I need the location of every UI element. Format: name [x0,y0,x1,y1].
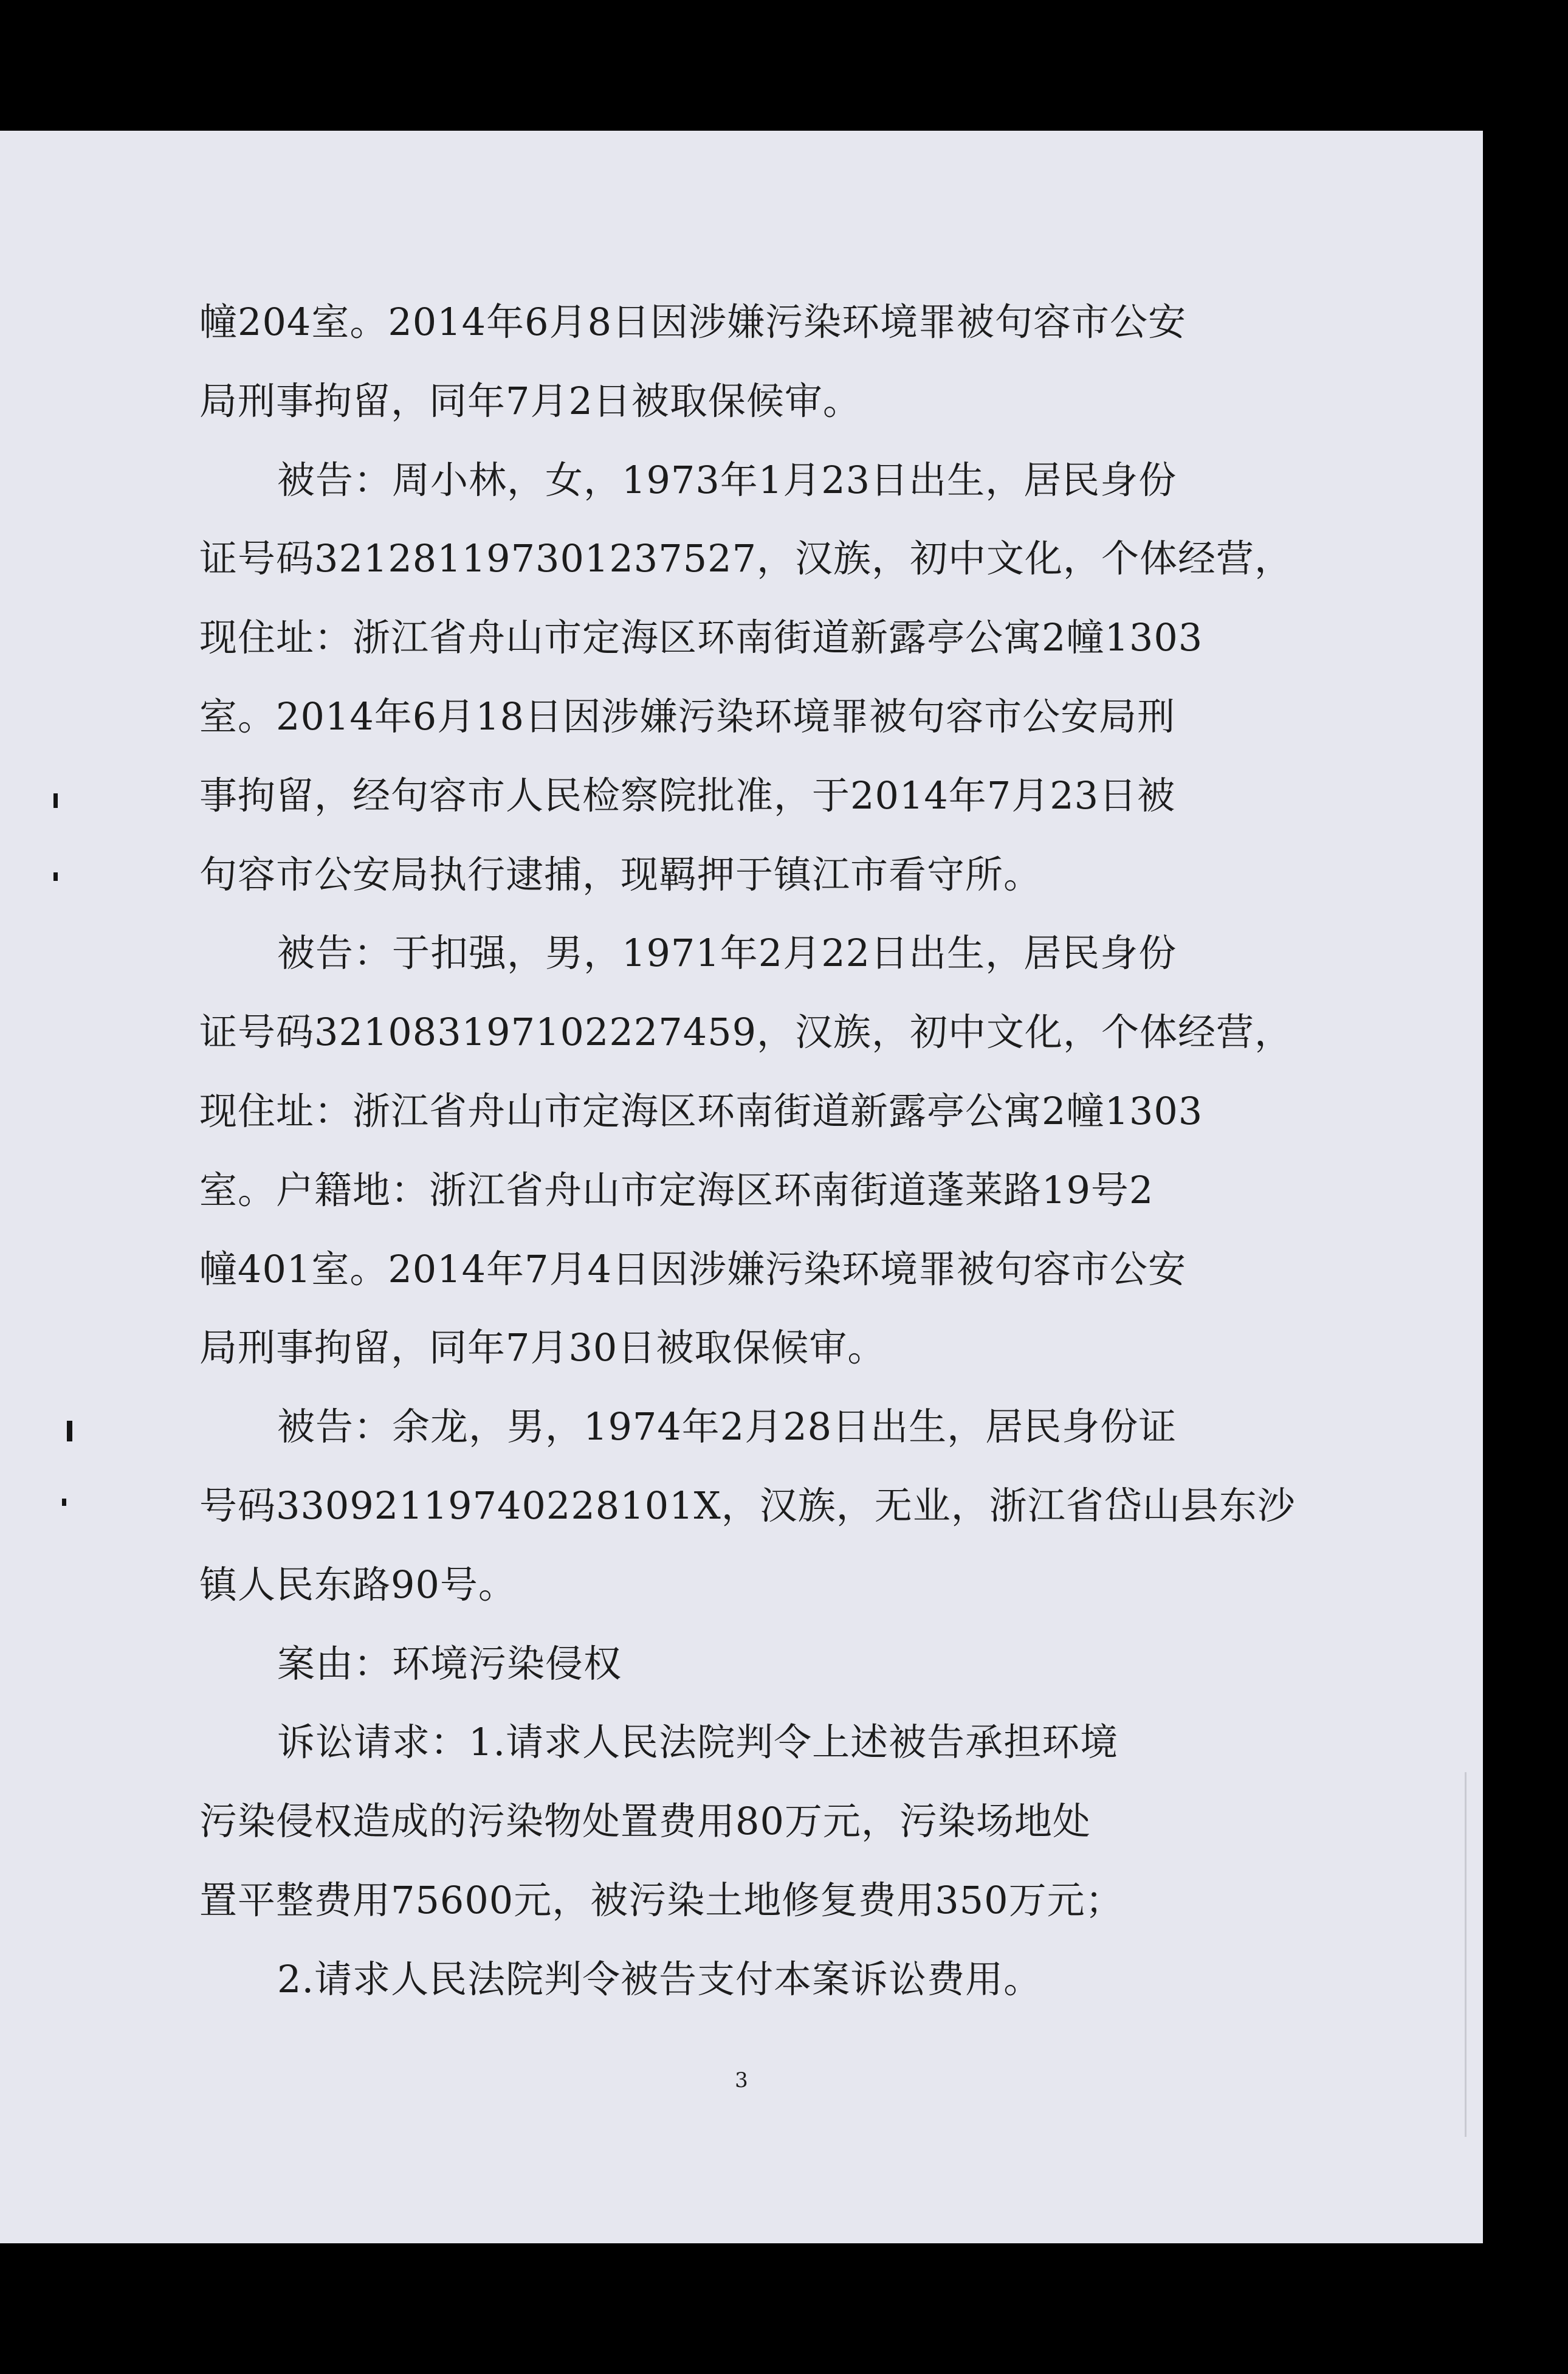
scan-speck [53,793,58,808]
text-line: 现住址：浙江省舟山市定海区环南街道新露亭公寓2幢1303 [199,1088,1203,1133]
text-line: 局刑事拘留，同年7月30日被取保候审。 [199,1325,886,1370]
text-line: 污染侵权造成的污染物处置费用80万元，污染场地处 [199,1799,1091,1844]
text-line: 事拘留，经句容市人民检察院批准，于2014年7月23日被 [199,773,1176,818]
text-line: 2.请求人民法院判令被告支付本案诉讼费用。 [277,1956,1042,2001]
text-line: 被告：于扣强，男，1971年2月22日出生，居民身份 [277,931,1177,976]
text-line: 被告：余龙，男，1974年2月28日出生，居民身份证 [277,1404,1177,1449]
scan-speck [53,872,58,881]
text-line: 号码33092119740228101X，汉族，无业，浙江省岱山县东沙 [199,1483,1296,1528]
text-line: 室。户籍地：浙江省舟山市定海区环南街道蓬莱路19号2 [199,1167,1154,1212]
text-line: 被告：周小林，女，1973年1月23日出生，居民身份 [277,457,1177,502]
text-line: 证号码321281197301237527，汉族，初中文化，个体经营， [199,536,1293,581]
document-page [0,131,1483,2243]
text-line: 镇人民东路90号。 [199,1562,517,1607]
text-line: 证号码321083197102227459，汉族，初中文化，个体经营， [199,1010,1293,1055]
text-line: 幢401室。2014年7月4日因涉嫌污染环境罪被句容市公安 [199,1246,1187,1291]
text-line: 局刑事拘留，同年7月2日被取保候审。 [199,378,861,423]
document-body [199,283,1296,2019]
text-line: 室。2014年6月18日因涉嫌污染环境罪被句容市公安局刑 [199,694,1176,739]
text-line: 案由：环境污染侵权 [277,1641,622,1686]
text-line: 置平整费用75600元，被污染土地修复费用350万元； [199,1877,1124,1922]
scan-speck [67,1421,72,1441]
text-line: 句容市公安局执行逮捕，现羁押于镇江市看守所。 [199,852,1042,897]
scan-edge-line [1465,1772,1467,2137]
text-line: 现住址：浙江省舟山市定海区环南街道新露亭公寓2幢1303 [199,615,1203,660]
page-number: 3 [735,2068,748,2093]
text-line: 诉讼请求：1.请求人民法院判令上述被告承担环境 [277,1720,1119,1765]
scan-speck [62,1499,66,1506]
text-line: 幢204室。2014年6月8日因涉嫌污染环境罪被句容市公安 [199,300,1187,344]
